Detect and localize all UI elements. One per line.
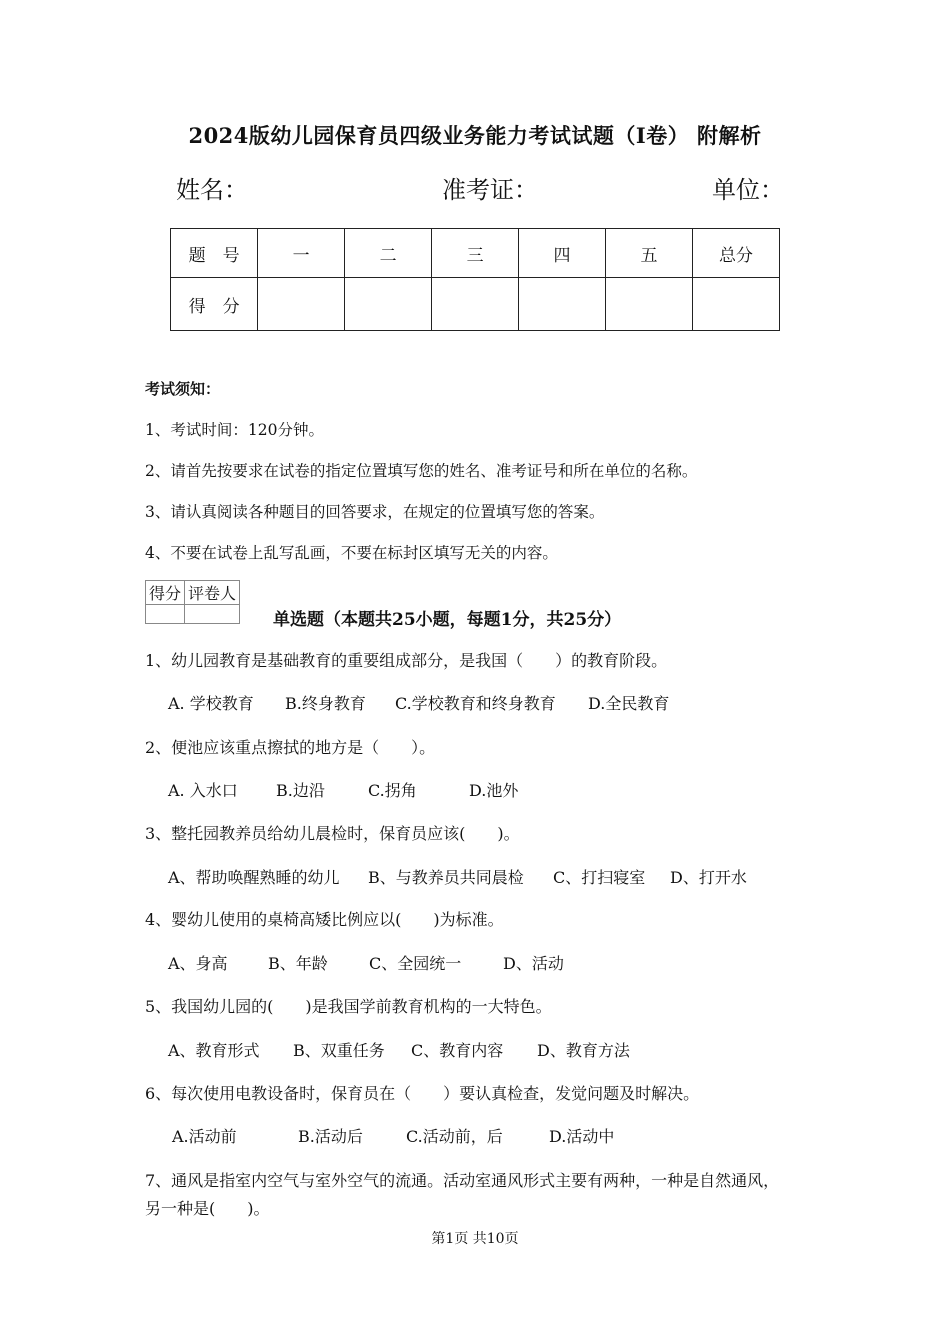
score-table-cell: 二 bbox=[345, 229, 432, 278]
score-table-cell: 三 bbox=[432, 229, 519, 278]
option[interactable]: D、活动 bbox=[503, 954, 564, 973]
notice-item: 1、考试时间：120分钟。 bbox=[145, 421, 324, 439]
question-stem: 2、便池应该重点擦拭的地方是（ ）。 bbox=[145, 738, 436, 757]
option[interactable]: B.终身教育 bbox=[285, 694, 366, 713]
score-input-cell[interactable] bbox=[345, 278, 432, 331]
option[interactable]: D.活动中 bbox=[549, 1127, 615, 1146]
question-options bbox=[168, 778, 518, 801]
option[interactable]: C、打扫寝室 bbox=[553, 868, 646, 887]
notice-item: 3、请认真阅读各种题目的回答要求，在规定的位置填写您的答案。 bbox=[145, 503, 605, 521]
grader-reviewer-label: 评卷人 bbox=[185, 581, 240, 605]
score-table-header-row bbox=[171, 229, 780, 278]
question-options bbox=[168, 951, 564, 974]
score-input-cell[interactable] bbox=[606, 278, 693, 331]
option[interactable]: D、教育方法 bbox=[537, 1041, 630, 1060]
question-stem: 7、通风是指室内空气与室外空气的流通。活动室通风形式主要有两种，一种是自然通风， bbox=[145, 1171, 780, 1190]
grader-score-label: 得分 bbox=[146, 581, 185, 605]
score-table-cell: 总分 bbox=[692, 229, 779, 278]
grader-box bbox=[145, 580, 240, 624]
option[interactable]: D.池外 bbox=[469, 781, 519, 800]
unit-label: 单位： bbox=[712, 176, 784, 204]
option[interactable]: C.拐角 bbox=[368, 781, 417, 800]
grader-score-cell[interactable] bbox=[146, 605, 185, 624]
option[interactable]: C、教育内容 bbox=[411, 1041, 504, 1060]
section-title: 单选题（本题共25小题，每题1分，共25分） bbox=[273, 610, 622, 630]
option[interactable]: C.活动前，后 bbox=[406, 1127, 503, 1146]
option[interactable]: B、年龄 bbox=[268, 954, 328, 973]
option[interactable]: A. 学校教育 bbox=[168, 694, 254, 713]
option[interactable]: A、教育形式 bbox=[168, 1041, 260, 1060]
question-stem: 3、整托园教养员给幼儿晨检时，保育员应该( )。 bbox=[145, 824, 520, 843]
score-table-cell: 题 号 bbox=[171, 229, 258, 278]
option[interactable]: D.全民教育 bbox=[588, 694, 670, 713]
score-table-cell: 五 bbox=[606, 229, 693, 278]
ticket-number-label: 准考证： bbox=[442, 176, 538, 204]
score-table-cell: 一 bbox=[258, 229, 345, 278]
question-stem: 1、幼儿园教育是基础教育的重要组成部分，是我国（ ）的教育阶段。 bbox=[145, 651, 668, 670]
score-table-cell: 四 bbox=[519, 229, 606, 278]
option[interactable]: C、全园统一 bbox=[369, 954, 462, 973]
notice-item: 2、请首先按要求在试卷的指定位置填写您的姓名、准考证号和所在单位的名称。 bbox=[145, 462, 698, 480]
notice-heading: 考试须知： bbox=[145, 380, 221, 398]
option[interactable]: A、帮助唤醒熟睡的幼儿 bbox=[168, 868, 340, 887]
exam-title: 2024版幼儿园保育员四级业务能力考试试题（I卷） 附解析 bbox=[188, 123, 762, 148]
score-table bbox=[170, 228, 780, 331]
option[interactable]: B.活动后 bbox=[298, 1127, 363, 1146]
option[interactable]: B、双重任务 bbox=[293, 1041, 385, 1060]
question-options bbox=[168, 691, 669, 714]
option[interactable]: A. 入水口 bbox=[168, 781, 238, 800]
option[interactable]: A.活动前 bbox=[172, 1127, 237, 1146]
question-stem-continuation: 另一种是( )。 bbox=[145, 1199, 270, 1218]
score-input-cell[interactable] bbox=[258, 278, 345, 331]
option[interactable]: C.学校教育和终身教育 bbox=[395, 694, 556, 713]
score-input-cell[interactable] bbox=[432, 278, 519, 331]
question-options bbox=[172, 1124, 614, 1147]
score-table-cell: 得 分 bbox=[171, 278, 258, 331]
option[interactable]: D、打开水 bbox=[670, 868, 747, 887]
grader-reviewer-cell[interactable] bbox=[185, 605, 240, 624]
question-options bbox=[168, 865, 747, 888]
name-label: 姓名： bbox=[176, 176, 248, 204]
score-input-cell[interactable] bbox=[692, 278, 779, 331]
notice-item: 4、不要在试卷上乱写乱画，不要在标封区填写无关的内容。 bbox=[145, 544, 558, 562]
question-stem: 4、婴幼儿使用的桌椅高矮比例应以( )为标准。 bbox=[145, 910, 504, 929]
option[interactable]: A、身高 bbox=[168, 954, 228, 973]
question-stem: 5、我国幼儿园的( )是我国学前教育机构的一大特色。 bbox=[145, 997, 552, 1016]
option[interactable]: B.边沿 bbox=[276, 781, 325, 800]
option[interactable]: B、与教养员共同晨检 bbox=[368, 868, 524, 887]
question-options bbox=[168, 1038, 630, 1061]
score-table-score-row bbox=[171, 278, 780, 331]
question-stem: 6、每次使用电教设备时，保育员在（ ）要认真检查，发觉问题及时解决。 bbox=[145, 1084, 700, 1103]
score-input-cell[interactable] bbox=[519, 278, 606, 331]
page-footer: 第1页 共10页 bbox=[431, 1231, 519, 1247]
